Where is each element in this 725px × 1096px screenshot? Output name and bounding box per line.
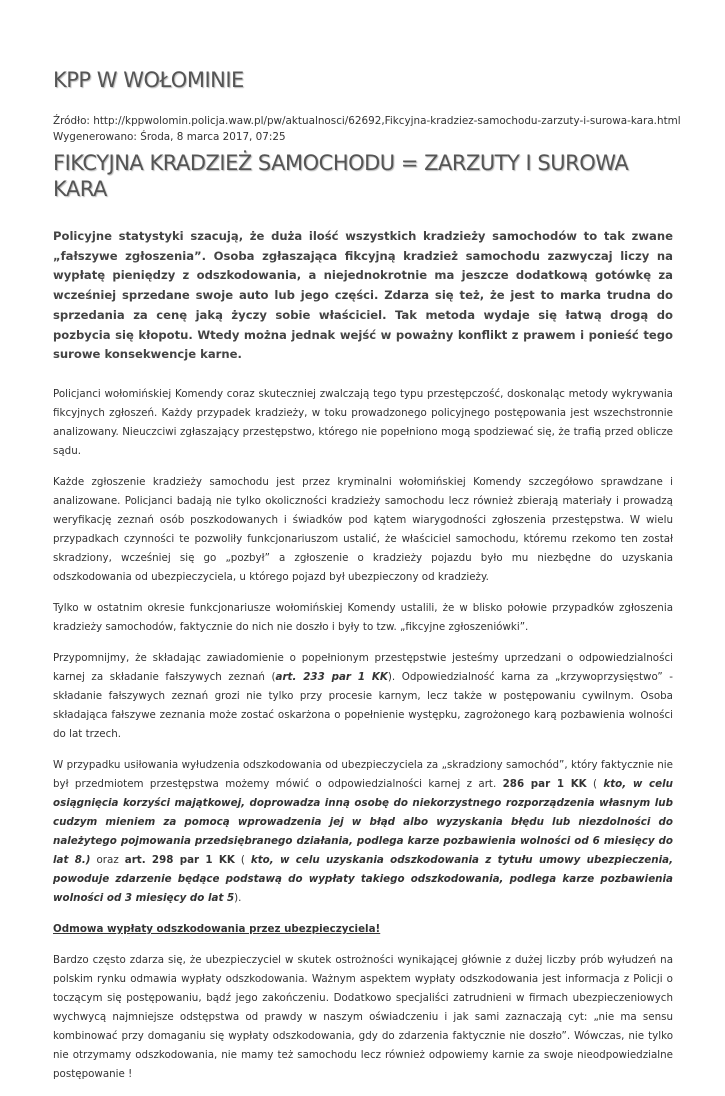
- source-url: Źródło: http://kppwolomin.policja.waw.pl/pw/aktualnosci/62692,Fikcyjna-kradziez-samochodu-zarzuty-i-surowa-kara.html: [53, 115, 681, 127]
- source-meta: [53, 113, 681, 145]
- p5-text-e: oraz: [90, 853, 125, 866]
- p4-text-c: ). Odpowiedzialność karna za „krzywoprzysięstwo” - składanie fałszywych zeznań grozi nie tylko przy procesie karnym, lecz także w postępowaniu cywilnym. Osoba składająca fałszywe zeznania może zostać oskarżona o popełnienie występku, zagrożonego karą pozbawienia wolności do lat trzech.: [53, 670, 674, 740]
- p5-law-ref-286: 286 par 1 KK: [502, 777, 587, 790]
- paragraph-6: Bardzo często zdarza się, że ubezpieczyciel w skutek ostrożności wynikającej głównie z dużej liczby prób wyłudzeń na polskim rynku odmawia wypłaty odszkodowania. Ważnym aspektem wypłaty odszkodowania jest informacja z Policji o toczącym się postępowaniu, bądź jego zakończeniu. Dodatkowo specjaliści zatrudnieni w firmach ubezpieczeniowych wychwycą najmniejsze odstępstwa od prawdy w naszym oświadczeniu i jak sami zaznaczają cyt: „nie ma sensu kombinować przy domaganiu się wypłaty odszkodowania, gdy do zdarzenia faktycznie nie doszło”. Wówczas, nie tylko nie otrzymamy odszkodowania, nie mamy też samochodu lecz również odpowiemy karnie za swoje nieodpowiedzialne postępowanie !: [53, 953, 673, 1080]
- p5-text-c: (: [586, 777, 604, 790]
- article-lead: Policyjne statystyki szacują, że duża ilość wszystkich kradzieży samochodów to tak zwane „fałszywe zgłoszenia”. Osoba zgłaszająca fikcyjną kradzież samochodu zazwyczaj liczy na wypłatę pieniędzy z odszkodowania, a niejednokrotnie ma jeszcze dodatkową gotówkę za wcześniej sprzedane swoje auto lub jego części. Zdarza się też, że jest to marka trudna do sprzedania za cenę jaką życzy sobie właściciel. Tak metoda wydaje się łatwą drogą do pozbycia się kłopotu. Wtedy można jednak wejść w poważny konflikt z prawem i ponieść tego surowe konsekwencje karne.: [53, 229, 673, 362]
- paragraph-1: Policjanci wołomińskiej Komendy coraz skuteczniej zwalczają tego typu przestępczość, doskonaląc metody wykrywania fikcyjnych zgłoszeń. Każdy przypadek kradzieży, w toku prowadzonego policyjnego postępowania jest wszechstronnie analizowany. Nieuczciwi zgłaszający przestępstwo, którego nie popełniono mogą spodziewać się, że trafią przed oblicze sądu.: [53, 387, 673, 457]
- p4-law-ref: art. 233 par 1 KK: [275, 670, 388, 683]
- p5-law-ref-298: art. 298 par 1 KK: [124, 853, 235, 866]
- paragraph-5: [53, 756, 673, 908]
- article-title: FIKCYJNA KRADZIEŻ SAMOCHODU = ZARZUTY I SUROWA KARA: [53, 151, 629, 201]
- p5-law-quote-286: kto, w celu osiągnięcia korzyści majątkowej, doprowadza inną osobę do niekorzystnego rozporządzenia własnym lub cudzym mieniem za pomocą wprowadzenia jej w błąd albo wyzyskania błędu lub niezdolności do należytego pojmowania przedsiębranego działania, podlega karze pozbawienia wolności od 6 miesięcy do lat 8.): [53, 777, 673, 866]
- p5-law-quote-298: kto, w celu uzyskania odszkodowania z tytułu umowy ubezpieczenia, powoduje zdarzenie będące podstawą do wypłaty takiego odszkodowania, podlega karze pozbawienia wolności od 3 miesięcy do lat 5: [53, 853, 673, 904]
- paragraph-4: [53, 649, 673, 744]
- generated-date: Wygenerowano: Środa, 8 marca 2017, 07:25: [53, 131, 286, 143]
- article-body: [53, 227, 673, 1096]
- paragraph-2: Każde zgłoszenie kradzieży samochodu jest przez kryminalni wołomińskiej Komendy szczegółowo sprawdzane i analizowane. Policjanci badają nie tylko okoliczności kradzieży samochodu lecz również zbierają materiały i prowadzą weryfikację zeznań osób poszkodowanych i świadków pod kątem wiarygodności zgłoszenia przestępstwa. W wielu przypadkach czynności te pozwoliły funkcjonariuszom ustalić, że właściciel samochodu, któremu rzekomo ten został skradziony, wcześniej się go „pozbył” a zgłoszenie o kradzieży pojazdu było mu niezbędne do uzyskania odszkodowania od ubezpieczyciela, u którego pojazd był ubezpieczony od kradzieży.: [53, 475, 673, 583]
- subheading: Odmowa wypłaty odszkodowania przez ubezpieczyciela!: [53, 922, 381, 935]
- p4-text-a: Przypomnijmy, że składając zawiadomienie o popełnionym przestępstwie jesteśmy uprzedzani o odpowiedzialności karnej za składanie fałszywych zeznań (: [53, 651, 673, 683]
- site-title: KPP W WOŁOMINIE: [53, 68, 244, 92]
- p5-text-i: ).: [234, 891, 242, 904]
- p5-text-a: W przypadku usiłowania wyłudzenia odszkodowania od ubezpieczyciela za „skradziony samochód”, który faktycznie nie był przedmiotem przestępstwa możemy mówić o odpowiedzialności karnej z art.: [53, 758, 673, 790]
- paragraph-3: Tylko w ostatnim okresie funkcjonariusze wołomińskiej Komendy ustalili, że w blisko połowie przypadków zgłoszenia kradzieży samochodów, faktycznie do nich nie doszło i były to tzw. „fikcyjne zgłoszeniówki”.: [53, 601, 673, 633]
- p5-text-g: (: [234, 853, 251, 866]
